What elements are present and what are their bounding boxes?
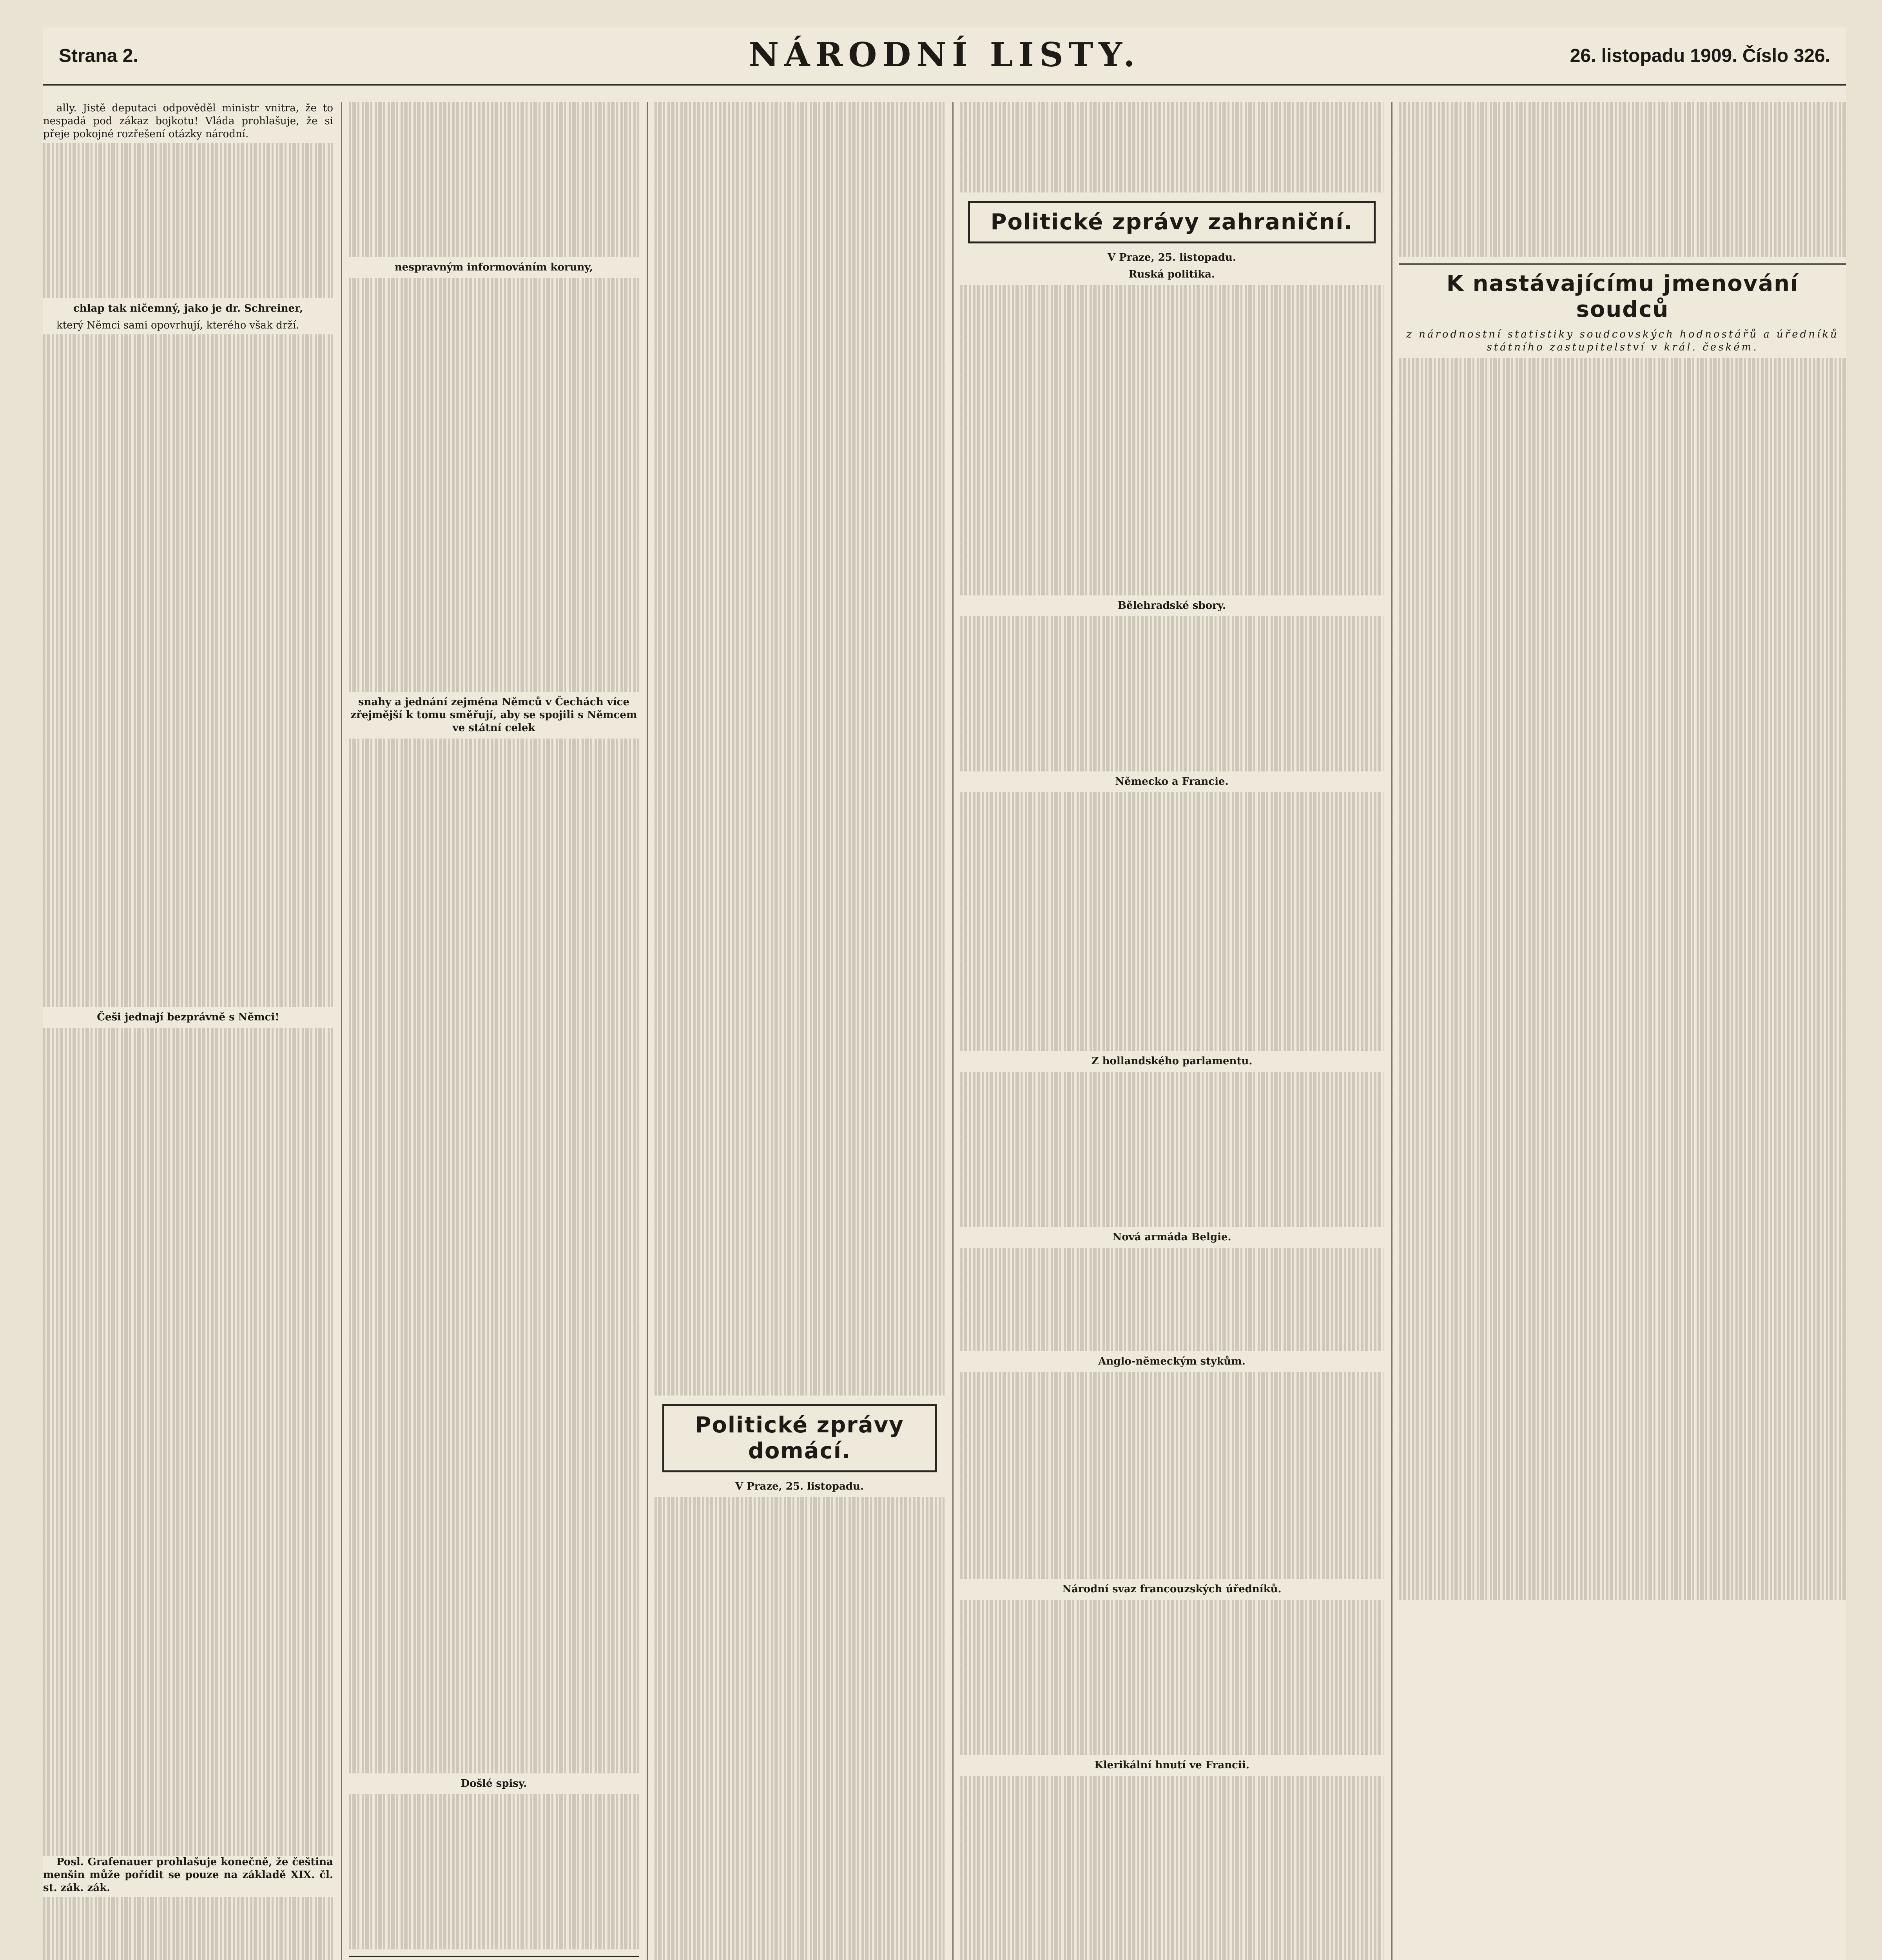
section-divider xyxy=(349,1956,639,1957)
column-4-dateline: V Praze, 25. listopadu. xyxy=(1108,252,1236,263)
column-divider xyxy=(1391,102,1392,1960)
column-4-sub-1: Ruská politika. xyxy=(1128,269,1215,280)
column-1-heading-2: Češi jednají bezprávně s Němci! xyxy=(97,1011,279,1023)
column-4-sub-7: Národní svaz francouzských úředníků. xyxy=(1062,1583,1282,1595)
column-3 xyxy=(655,102,945,1960)
issue-date: 26. listopadu 1909. Číslo 326. xyxy=(1570,45,1830,66)
column-4 xyxy=(960,102,1383,1960)
column-2-heading-2: snahy a jednání zejména Němců v Čechách více zřejmější k tomu směřují, aby se spojili s Němcem ve státní celek xyxy=(350,696,637,734)
column-4-sub-2: Bělehradské sbory. xyxy=(1118,600,1226,612)
column-4-section-heading: Politické zprávy zahraniční. xyxy=(968,201,1376,243)
column-divider xyxy=(952,102,954,1960)
column-divider xyxy=(647,102,648,1960)
column-divider xyxy=(341,102,342,1960)
column-2-section-2: Došlé spisy. xyxy=(461,1778,527,1789)
column-3-dateline: V Praze, 25. listopadu. xyxy=(735,1481,864,1492)
column-1 xyxy=(43,102,333,1960)
column-4-sub-3: Německo a Francie. xyxy=(1115,776,1229,788)
column-4-sub-6: Anglo-německým stykům. xyxy=(1098,1356,1246,1367)
newspaper-title: NÁRODNÍ LISTY. xyxy=(749,35,1140,74)
column-5-section-heading: K nastávajícímu jmenování soudců xyxy=(1446,271,1799,322)
column-2-heading-1: nespravným informováním koruny, xyxy=(394,261,593,273)
article-columns xyxy=(43,102,1846,1960)
column-4-sub-4: Z hollandského parlamentu. xyxy=(1091,1055,1253,1067)
column-4-sub-5: Nová armáda Belgie. xyxy=(1112,1231,1231,1243)
masthead xyxy=(43,27,1846,86)
column-5-subtitle: z národnostní statistiky soudcovských hodnostářů a úředníků státního zastupitelství v král. českém. xyxy=(1406,328,1839,353)
column-1-para-1: který Němci sami opovrhují, kterého však drží. xyxy=(56,319,299,331)
section-divider xyxy=(1399,263,1846,265)
text-block xyxy=(43,143,333,298)
newspaper-page xyxy=(43,27,1846,1960)
column-1-para-2: Posl. Grafenauer prohlašuje konečně, že čeština menšin může pořídit se pouze na základě XIX. čl. st. zák. zák. xyxy=(43,1856,333,1894)
column-5 xyxy=(1399,102,1846,1960)
column-4-sub-8: Klerikální hnutí ve Francii. xyxy=(1094,1759,1249,1771)
column-1-heading-1: chlap tak ničemný, jako je dr. Schreiner, xyxy=(73,303,303,314)
column-2 xyxy=(349,102,639,1960)
page-number: Strana 2. xyxy=(59,45,138,66)
column-1-lead: ally. Jistě deputaci odpověděl ministr vnitra, že to nespadá pod zákaz bojkotu! Vláda prohlašuje, že si přeje pokojné rozřešení otázky národní. xyxy=(43,102,333,140)
column-3-section-heading: Politické zprávy domácí. xyxy=(662,1404,937,1472)
